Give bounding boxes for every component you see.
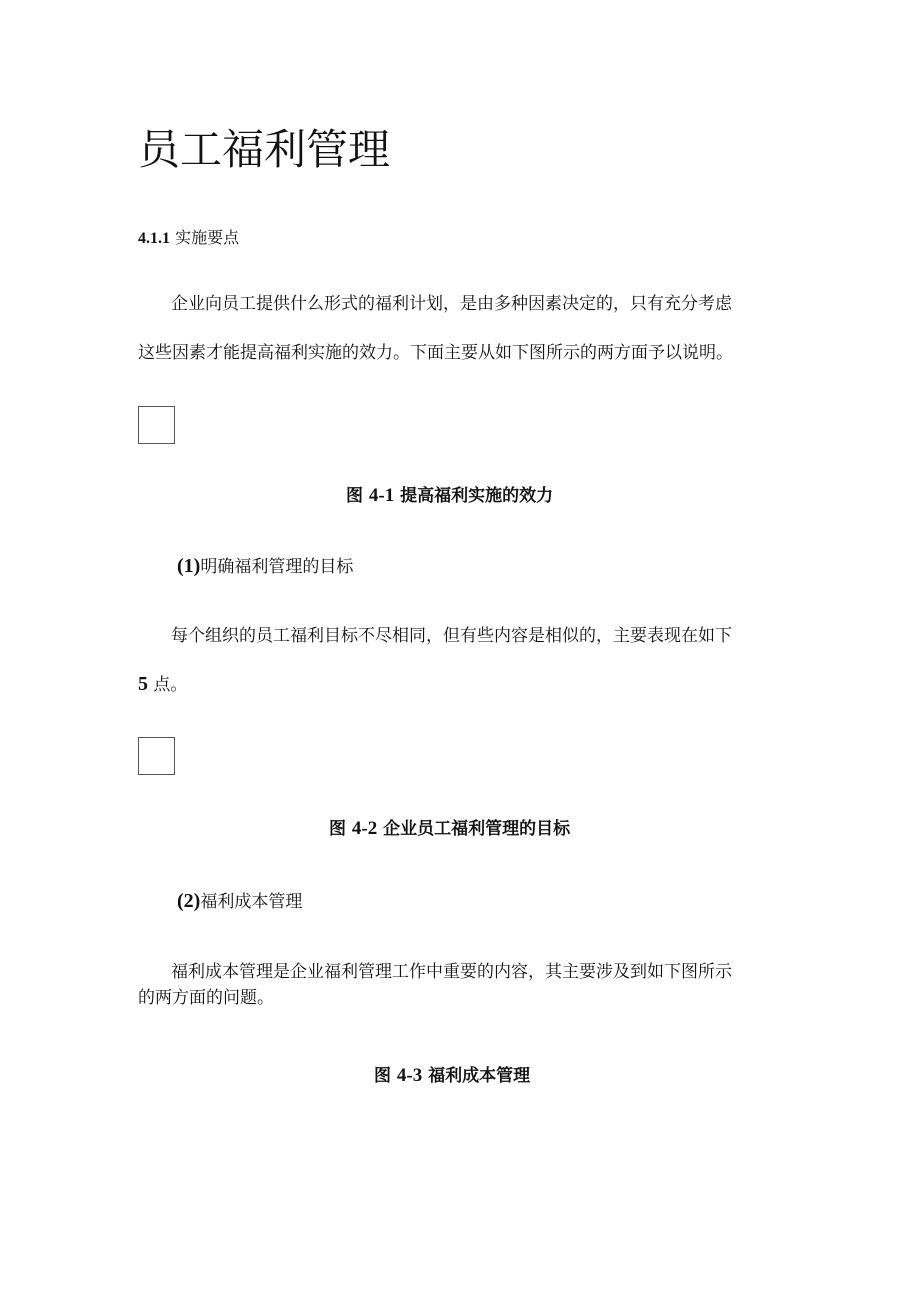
- para-2-line-1: 每个组织的员工福利目标不尽相同，但有些内容是相似的，主要表现在如下: [171, 626, 732, 646]
- figure-1-title: 提高福利实施的效力: [400, 486, 554, 506]
- item-2-label: 福利成本管理: [200, 892, 303, 912]
- para-3-line-2: 的两方面的问题。: [138, 988, 274, 1008]
- figure-2-number: 4-2: [351, 818, 378, 839]
- figure-3-number: 4-3: [396, 1065, 423, 1086]
- figure-3-caption: [374, 1063, 530, 1089]
- figure-1-image-placeholder: [138, 406, 175, 444]
- item-1-label: 明确福利管理的目标: [200, 557, 354, 577]
- item-1-number: (1): [177, 555, 201, 577]
- section-heading: [138, 226, 239, 251]
- section-label: 实施要点: [175, 228, 240, 247]
- figure-1-number: 4-1: [368, 485, 395, 506]
- figure-3-title: 福利成本管理: [428, 1066, 531, 1086]
- item-2-heading: [177, 887, 302, 916]
- intro-line-1: 企业向员工提供什么形式的福利计划，是由多种因素决定的，只有充分考虑: [171, 294, 732, 314]
- para-3-line-1: 福利成本管理是企业福利管理工作中重要的内容，其主要涉及到如下图所示: [171, 962, 732, 982]
- figure-2-title: 企业员工福利管理的目标: [383, 819, 571, 839]
- para-2-line-2: [138, 671, 187, 698]
- item-1-heading: [177, 552, 353, 581]
- figure-2-caption: [329, 816, 570, 842]
- figure-2-image-placeholder: [138, 737, 175, 775]
- figure-2-prefix: 图: [329, 819, 346, 839]
- intro-line-2: 这些因素才能提高福利实施的效力。下面主要从如下图所示的两方面予以说明。: [138, 343, 733, 363]
- item-2-number: (2): [177, 890, 201, 912]
- page-title: 员工福利管理: [138, 125, 391, 174]
- para-2-count: 5: [138, 673, 148, 695]
- figure-1-prefix: 图: [346, 486, 363, 506]
- para-2-rest: 点。: [153, 675, 188, 695]
- section-number: 4.1.1: [138, 230, 170, 247]
- figure-1-caption: [346, 483, 553, 509]
- figure-3-prefix: 图: [374, 1066, 391, 1086]
